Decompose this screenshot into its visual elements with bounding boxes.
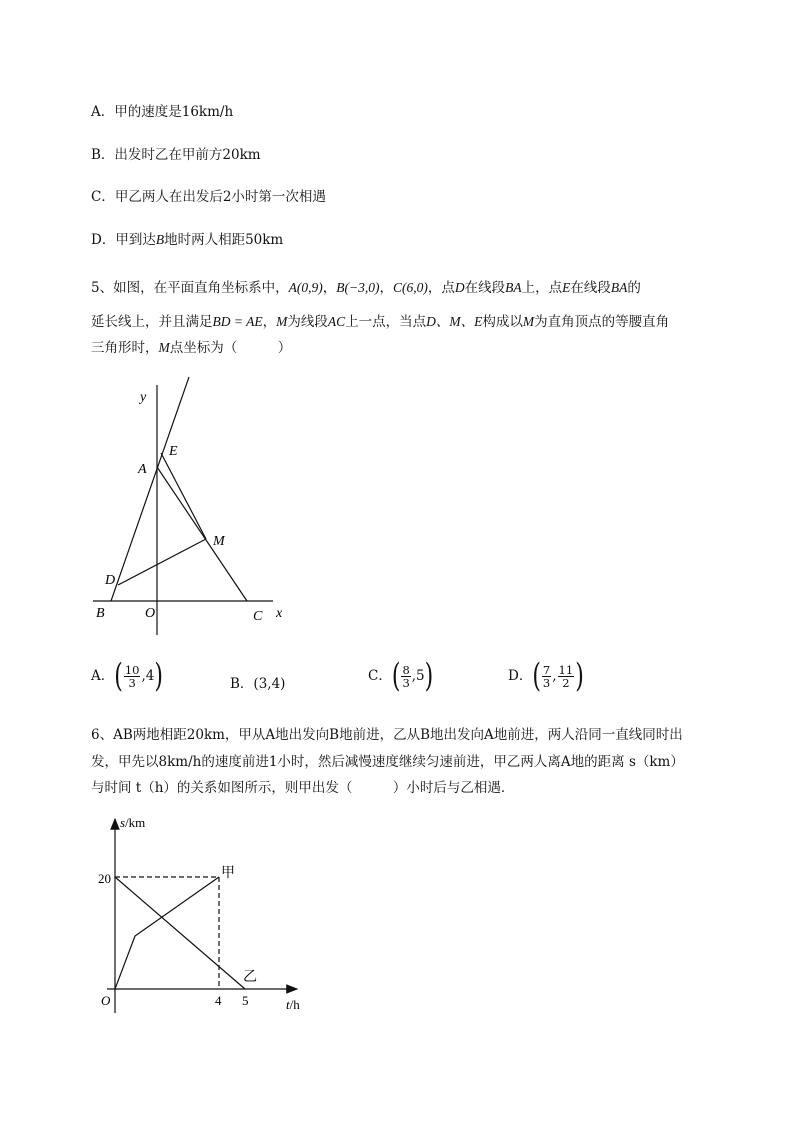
- yi-line: [115, 877, 245, 989]
- q5-line-3: 三角形时，M点坐标为（ ）: [91, 340, 292, 356]
- tick-4: 4: [215, 993, 222, 1008]
- q4-option-d: D．甲到达B地时两人相距50km: [91, 232, 284, 248]
- origin-o: O: [101, 993, 111, 1008]
- q4-option-c: C．甲乙两人在出发后2小时第一次相遇: [91, 189, 326, 205]
- q5-option-c: C．( $\frac{8}{3}$ ,5): [368, 657, 434, 696]
- q5-line-2: 延长线上，并且满足BD = AE，M为线段AC上一点，当点D、M、E构成以M为直角顶点的等腰直角: [91, 314, 670, 330]
- q6-line-1: 6、AB两地相距20km，甲从A地出发向B地前进，乙从B地出发向A地前进，两人沿同一直线同时出: [91, 727, 683, 743]
- label-x: x: [276, 606, 283, 621]
- label-e: E: [169, 444, 178, 459]
- q6-line-3: 与时间 t（h）的关系如图所示，则甲出发（ ）小时后与乙相遇．: [91, 780, 515, 796]
- t-axis-label: t/h: [286, 997, 300, 1012]
- q5-option-a: A．( $\frac{10}{3}$ ,4): [91, 657, 163, 696]
- line-ba-extended: [111, 377, 189, 601]
- label-c: C: [253, 609, 263, 624]
- q5-figure: [85, 375, 305, 635]
- segment-em: [161, 453, 206, 539]
- q4-option-a: A．甲的速度是16km/h: [91, 104, 234, 120]
- q5-option-d: D．( $\frac{7}{3}$ , $\frac{11}{2}$ ): [508, 657, 584, 696]
- q6-graph: [85, 815, 315, 1025]
- label-y: y: [140, 390, 147, 405]
- q5-line-1: 5、如图，在平面直角坐标系中，A(0,9)，B(−3,0)，C(6,0)，点D在线段BA上，点E在线段BA的: [91, 280, 641, 296]
- label-d: D: [105, 573, 116, 588]
- label-b: B: [96, 606, 105, 621]
- tick-5: 5: [242, 993, 249, 1008]
- segment-ac: [157, 467, 247, 601]
- label-m: M: [213, 534, 225, 549]
- q6-line-2: 发，甲先以8km/h的速度前进1小时，然后减慢速度继续匀速前进，甲乙两人离A地的距离 s（km）: [91, 754, 684, 770]
- q5-option-b: B．(3,4): [230, 676, 286, 692]
- segment-dm: [118, 539, 206, 585]
- label-yi: 乙: [243, 970, 257, 985]
- tick-20: 20: [98, 871, 111, 886]
- s-axis-label: s/km: [120, 815, 146, 830]
- jia-line: [115, 877, 219, 989]
- q4-option-b: B．出发时乙在甲前方20km: [91, 147, 261, 163]
- label-o: O: [145, 606, 156, 621]
- label-a: A: [138, 462, 147, 477]
- label-jia: 甲: [221, 866, 235, 881]
